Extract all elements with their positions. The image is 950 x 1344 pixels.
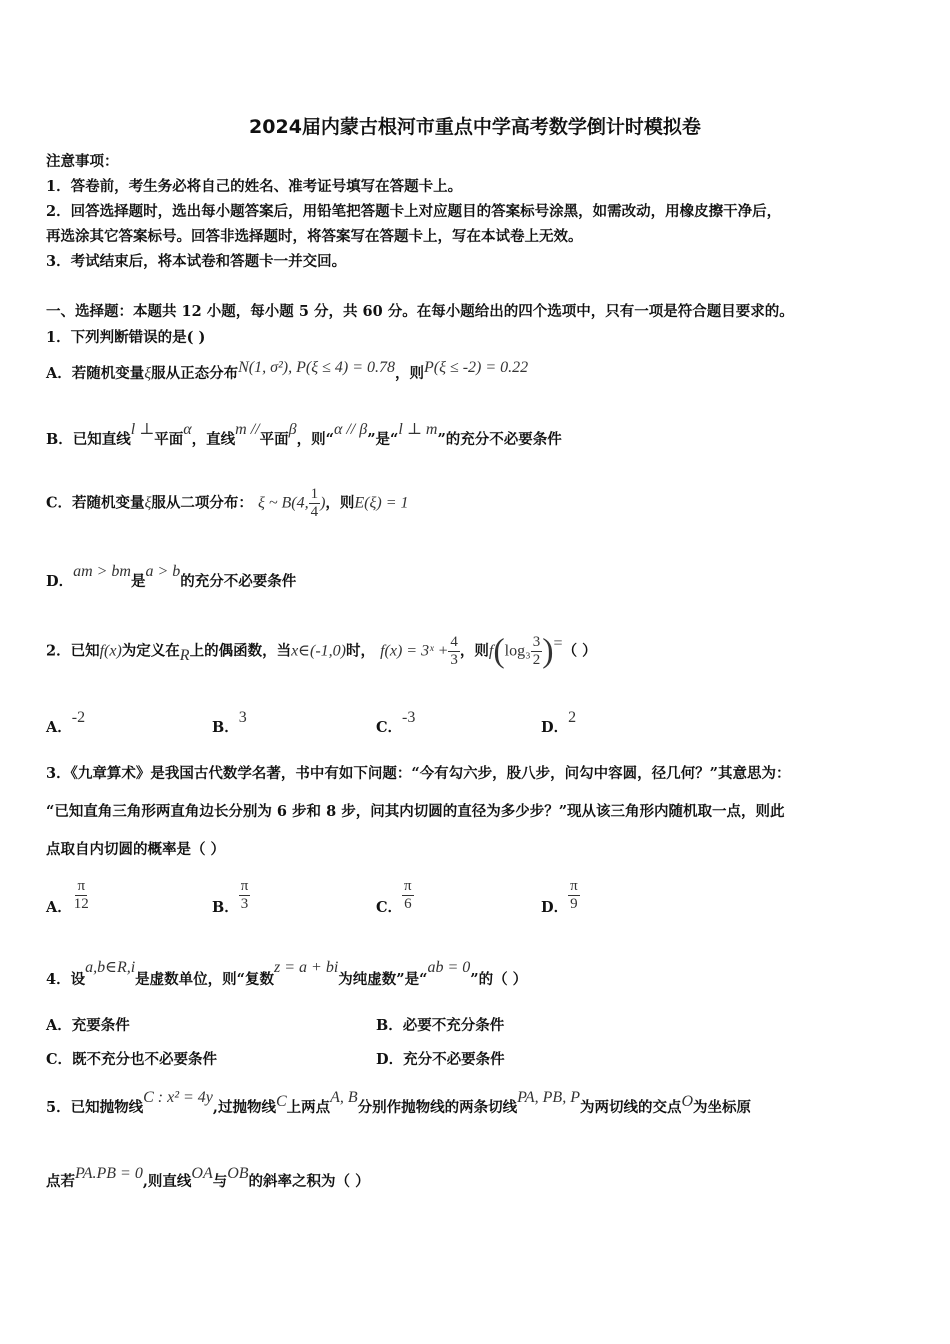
notice-heading: 注意事项： (46, 153, 119, 170)
option-text: ，则 (394, 365, 424, 382)
option-text: C．若随机变量 (46, 494, 145, 512)
option-text: B．已知直线 (46, 431, 131, 448)
math-expr: l ⊥ (130, 421, 155, 438)
question-text: 为坐标原 (693, 1099, 752, 1116)
math-expr: l ⊥ m (398, 421, 438, 438)
question-text: 的斜率之积为（ ） (248, 1173, 370, 1190)
math-expr: ) (320, 494, 326, 512)
math-expr: P(ξ ≤ -2) = 0.22 (423, 359, 529, 376)
math-expr: = (553, 634, 563, 652)
math-expr: am > bm (73, 563, 131, 580)
option-text: A．若随机变量 (46, 365, 145, 382)
question-2-stem: 2．已知f(x)为定义在R上的偶函数，当x∈(-1,0)时， f(x) = 3ˣ + $\frac{4}{3}$ ，则f(log₃ $\frac{3}{2}$ )=（ ） (46, 632, 597, 670)
question-text: 点若 (46, 1173, 75, 1190)
math-expr: -2 (71, 709, 86, 726)
question-text: ，则 (459, 642, 489, 660)
math-expr: x∈(-1,0) (291, 642, 347, 660)
q1-option-a (46, 359, 529, 384)
question-text: ,过抛物线 (212, 1099, 276, 1116)
fraction: $\frac{\pi}{6}$ (404, 878, 412, 912)
math-expr: β (288, 421, 297, 438)
option-text: 是 (130, 573, 146, 590)
question-text: 为定义在 (121, 642, 180, 660)
question-text: 是虚数单位，则“复数 (135, 971, 274, 988)
question-text: 4．设 (46, 971, 86, 988)
q3-option-b: B． $\frac{\pi}{3}$ (212, 878, 249, 916)
option-text: ，则“ (296, 431, 334, 448)
question-text: ”的（ ） (470, 971, 528, 988)
q2-option-d: D．2 (541, 709, 577, 736)
option-text: 平面 (259, 431, 289, 448)
math-expr: PA.PB = 0 (75, 1165, 143, 1182)
question-text: 分别作抛物线的两条切线 (357, 1099, 518, 1116)
q2-option-b: B．3 (212, 709, 247, 736)
answer-blank: （ ） (562, 642, 597, 660)
question-3-line: “已知直角三角形两直角边长分别为 6 步和 8 步，问其内切圆的直径为多少步？”现从该三角形内随机取一点，则此 (46, 803, 785, 820)
notice-item: 3．考试结束后，将本试卷和答题卡一并交回。 (46, 253, 347, 270)
math-expr: ξ ~ B(4, (257, 494, 309, 512)
question-text: 时， (346, 642, 376, 660)
math-expr: C : x² = 4y (143, 1089, 213, 1106)
q4-option-d: D．充分不必要条件 (376, 1051, 505, 1068)
q1-option-d (46, 563, 297, 592)
option-text: ”的充分不必要条件 (437, 431, 562, 448)
math-expr: ξ (144, 494, 152, 512)
math-expr: f (488, 642, 494, 660)
question-5-line2 (46, 1165, 370, 1192)
fraction: $\frac{3}{2}$ (532, 634, 541, 668)
math-expr: R (179, 646, 190, 664)
question-text: 5．已知抛物线 (46, 1099, 144, 1116)
q3-option-d: D． $\frac{\pi}{9}$ (541, 878, 578, 916)
q1-option-b (46, 421, 562, 450)
fraction: $\frac{\pi}{9}$ (570, 878, 578, 912)
option-text: ”是“ (367, 431, 399, 448)
notice-item: 再选涂其它答案标号。回答非选择题时，将答案写在答题卡上，写在本试卷上无效。 (46, 228, 583, 245)
q3-option-a: A． $\frac{\pi}{12}$ (46, 878, 89, 916)
page-title: 2024届内蒙古根河市重点中学高考数学倒计时模拟卷 (249, 116, 701, 138)
q2-option-c: C．-3 (376, 709, 416, 736)
math-expr: f(x) (99, 642, 122, 660)
option-text: 服从正态分布 (151, 365, 239, 382)
question-text: 与 (212, 1173, 228, 1190)
question-4-stem (46, 959, 528, 990)
fraction: $\frac{4}{3}$ (450, 634, 458, 668)
math-expr: z = a + bi (274, 959, 339, 976)
option-text: ，直线 (191, 431, 236, 448)
math-expr: ξ (144, 365, 152, 382)
math-expr: O (681, 1093, 694, 1110)
notice-item: 2．回答选择题时，选出每小题答案后，用铅笔把答题卡上对应题目的答案标号涂黑，如需改动，用橡皮擦干净后， (46, 203, 782, 220)
q4-option-a: A．充要条件 (46, 1017, 130, 1034)
option-text: D． (46, 573, 74, 590)
math-expr: A, B (330, 1089, 358, 1106)
math-expr: -3 (402, 709, 416, 726)
question-text: 上两点 (286, 1099, 331, 1116)
math-expr: α // β (333, 421, 368, 438)
notice-item: 1．答卷前，考生务必将自己的姓名、准考证号填写在答题卡上。 (46, 178, 463, 195)
math-expr: α (183, 421, 192, 438)
math-expr: m // (235, 421, 260, 438)
q4-option-c: C．既不充分也不必要条件 (46, 1051, 218, 1068)
question-3-line: 点取自内切圆的概率是（ ） (46, 841, 226, 858)
math-expr: f(x) = 3ˣ + (380, 642, 449, 660)
math-expr: PA, PB, P (517, 1089, 580, 1106)
math-expr: 2 (568, 709, 577, 726)
q2-option-a: A．-2 (46, 709, 86, 736)
question-text: 上的偶函数，当 (189, 642, 292, 660)
question-text: 为纯虚数”是“ (338, 971, 428, 988)
q1-option-c (46, 486, 408, 521)
q4-option-b: B．必要不充分条件 (376, 1017, 505, 1034)
question-5-stem (46, 1089, 752, 1118)
math-expr: ab = 0 (427, 959, 471, 976)
math-expr: C (275, 1093, 287, 1110)
section-heading: 一、选择题：本题共 12 小题，每小题 5 分，共 60 分。在每小题给出的四个选项中，只有一项是符合题目要求的。 (46, 303, 794, 320)
fraction: $\frac{1}{4}$ (310, 486, 319, 520)
fraction: $\frac{\pi}{3}$ (240, 878, 249, 912)
math-expr: a > b (145, 563, 181, 580)
math-expr: E(ξ) = 1 (354, 494, 409, 512)
question-text: ,则直线 (142, 1173, 192, 1190)
question-3-line: 3．《九章算术》是我国古代数学名著，书中有如下问题：“今有勾六步，股八步，问勾中容圆，径几何？”其意思为： (46, 765, 791, 782)
math-expr: OA (191, 1165, 213, 1182)
math-expr: 3 (238, 709, 247, 726)
math-expr: a,b∈R,i (85, 959, 136, 976)
question-text: 2．已知 (46, 642, 100, 660)
q3-option-c: C． $\frac{\pi}{6}$ (376, 878, 412, 916)
option-text: ，则 (325, 494, 355, 512)
question-1-stem: 1．下列判断错误的是( ) (46, 329, 206, 346)
question-text: 为两切线的交点 (579, 1099, 682, 1116)
math-expr: log₃ (504, 642, 531, 660)
fraction: $\frac{\pi}{12}$ (73, 878, 89, 912)
option-text: 服从二项分布： (151, 494, 253, 512)
option-text: 平面 (154, 431, 184, 448)
math-expr: N(1, σ²), P(ξ ≤ 4) = 0.78 (238, 359, 395, 376)
option-text: 的充分不必要条件 (180, 573, 297, 590)
math-expr: OB (227, 1165, 249, 1182)
